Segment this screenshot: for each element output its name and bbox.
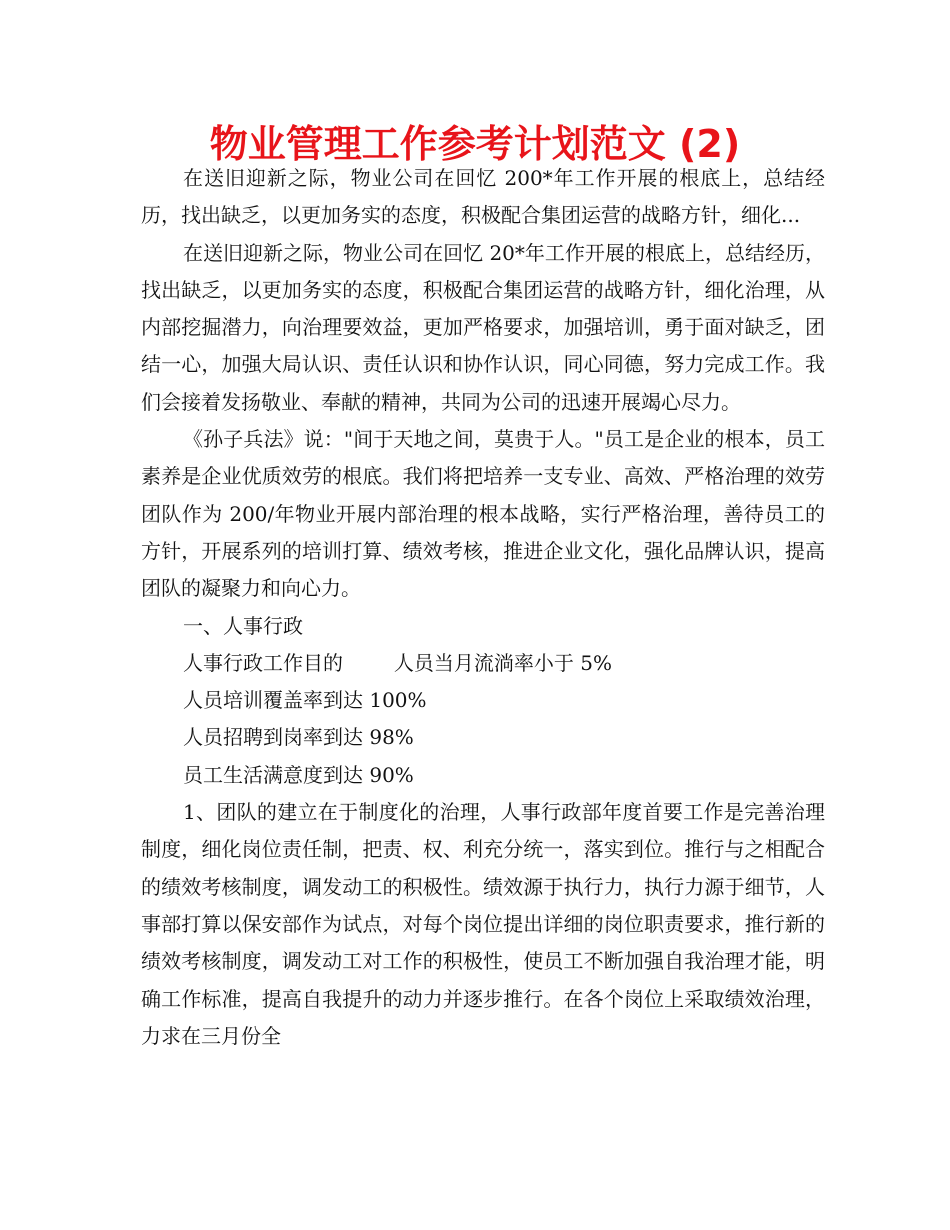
goal-item-turnover: 人员当月流淌率小于 5% xyxy=(393,650,612,675)
paragraph-intro-summary: 在送旧迎新之际，物业公司在回忆 200*年工作开展的根底上，总结经历，找出缺乏，以更加务实的态度，积极配合集团运营的战略方针，细化... xyxy=(141,166,825,228)
goal-item-satisfaction: 员工生活满意度到达 90% xyxy=(183,762,414,787)
paragraph-intro: 在送旧迎新之际，物业公司在回忆 20*年工作开展的根底上，总结经历，找出缺乏，以更加务实的态度，积极配合集团运营的战略方针，细化治理，从内部挖掘潜力，向治理要效益，更加严格要求，加强培训，勇于面对缺乏，团结一心，加强大局认识、责任认识和协作认识，同心同德，努力完成工作。我们会接着发扬敬业、奉献的精神，共同为公司的迅速开展竭心尽力。 xyxy=(141,240,825,414)
goal-item-recruitment: 人员招聘到岗率到达 98% xyxy=(183,725,414,750)
section-heading-personnel: 一、人事行政 xyxy=(183,613,303,638)
goal-label: 人事行政工作目的 xyxy=(183,650,343,675)
paragraph-sunzi: 《孙子兵法》说："间于天地之间，莫贵于人。"员工是企业的根本，员工素养是企业优质效劳的根底。我们将把培养一支专业、高效、严格治理的效劳团队作为 200/年物业开展内部治理的根本战略，实行严格治理，善待员工的方针，开展系列的培训打算、绩效考核，推进企业文化，强化品牌认识，提高团队的凝聚力和向心力。 xyxy=(141,427,825,601)
goal-line-1 xyxy=(141,645,825,682)
document-title: 物业管理工作参考计划范文 (2) xyxy=(209,122,741,166)
goal-item-training: 人员培训覆盖率到达 100% xyxy=(183,688,427,713)
document-body xyxy=(141,160,825,1055)
paragraph-team-building: 1、团队的建立在于制度化的治理，人事行政部年度首要工作是完善治理制度，细化岗位责任制，把责、权、利充分统一，落实到位。推行与之相配合的绩效考核制度，调发动工的积极性。绩效源于执行力，执行力源于细节，人事部打算以保安部作为试点，对每个岗位提出详细的岗位职责要求，推行新的绩效考核制度，调发动工对工作的积极性，使员工不断加强自我治理才能，明确工作标准，提高自我提升的动力并逐步推行。在各个岗位上采取绩效治理，力求在三月份全 xyxy=(141,800,825,1048)
